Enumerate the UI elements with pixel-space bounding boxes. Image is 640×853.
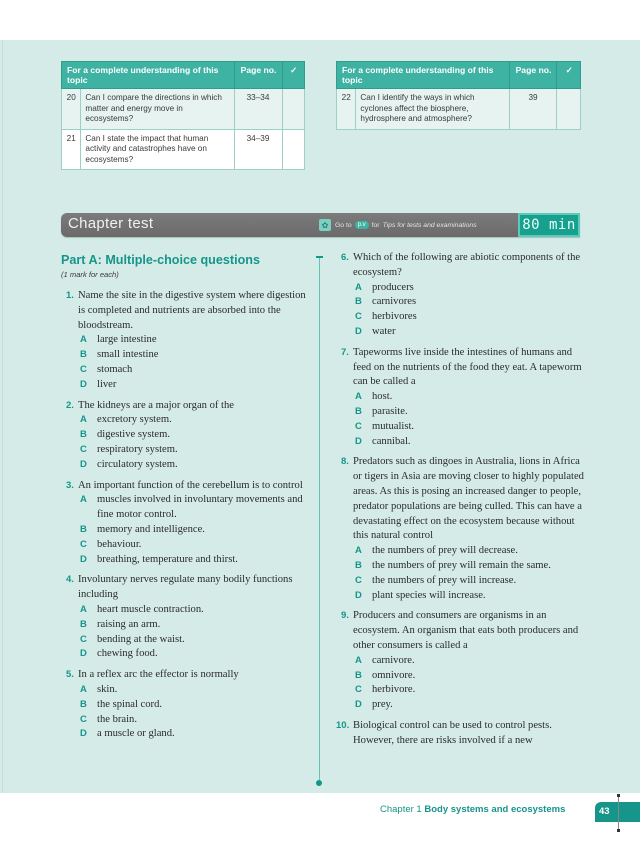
option-letter: A: [80, 494, 87, 506]
option-letter: C: [80, 363, 87, 375]
question-text: Predators such as dingoes in Australia, lions in Africa or tigers in Asia are moving closer to highly populated areas. As this is posing an increased danger to people, predator populations are being culled. This can have a devastating effect on the ecosystem because without this natural control: [353, 456, 584, 542]
answer-option-a[interactable]: [78, 493, 306, 523]
option-text: muscles involved in involuntary movements and fine motor control.: [97, 494, 303, 521]
question-number: 4.: [66, 574, 74, 586]
option-letter: D: [80, 378, 87, 390]
option-text: heart muscle contraction.: [97, 603, 204, 615]
option-text: bending at the waist.: [97, 633, 185, 645]
question-5: [61, 668, 306, 742]
question-3: [61, 479, 306, 568]
question-number: 1.: [66, 290, 74, 301]
row-page: 39: [509, 89, 557, 130]
option-letter: D: [355, 325, 362, 337]
option-letter: A: [355, 281, 362, 293]
footer-chapter-label: Chapter 1: [380, 804, 422, 815]
question-list-left: [61, 289, 306, 742]
row-question: Can I compare the directions in which matter and energy move in ecosystems?: [81, 89, 234, 130]
option-text: herbivores: [372, 311, 417, 323]
option-text: cannibal.: [372, 435, 411, 447]
option-letter: A: [80, 683, 87, 695]
answer-option-a[interactable]: [78, 333, 306, 348]
header-page: Page no.: [234, 62, 282, 89]
option-text: small intestine: [97, 349, 159, 361]
question-8: [336, 455, 586, 603]
option-letter: D: [355, 699, 362, 711]
option-text: circulatory system.: [97, 458, 178, 470]
option-text: stomach: [97, 363, 133, 375]
time-allowed: 80 min: [518, 213, 580, 237]
option-letter: C: [355, 574, 362, 586]
tips-prefix: Go to: [335, 221, 352, 229]
crop-dot: [617, 794, 620, 797]
answer-option-a[interactable]: [353, 544, 586, 559]
question-number: 3.: [66, 479, 74, 491]
question-text: In a reflex arc the effector is normally: [78, 669, 239, 681]
question-10: [336, 719, 586, 749]
question-text: Which of the following are abiotic components of the ecosystem?: [353, 252, 581, 278]
option-letter: C: [80, 713, 87, 725]
row-question: Can I state the impact that human activity and catastrophes have on ecosystems?: [81, 129, 234, 170]
question-number: 8.: [341, 456, 349, 468]
tips-title: Tips for tests and examinations: [382, 221, 477, 229]
answer-option-b[interactable]: [353, 295, 586, 310]
option-text: respiratory system.: [97, 443, 178, 455]
checklist-header: [62, 62, 305, 89]
tips-reference[interactable]: [319, 218, 477, 232]
question-number: 7.: [341, 346, 349, 358]
answer-option-d[interactable]: [353, 589, 586, 604]
row-number: 22: [337, 89, 356, 130]
answer-option-b[interactable]: [353, 669, 586, 684]
question-6: [336, 251, 586, 340]
chapter-test-banner: [61, 213, 580, 237]
header-topic: For a complete understanding of this topic: [62, 62, 235, 89]
option-letter: C: [355, 420, 362, 432]
option-letter: D: [80, 728, 87, 740]
option-letter: B: [355, 296, 362, 308]
question-1: [61, 289, 306, 393]
crop-dot: [617, 829, 620, 832]
option-letter: D: [355, 589, 362, 601]
answer-option-b[interactable]: [78, 348, 306, 363]
answer-option-d[interactable]: [78, 458, 306, 473]
option-letter: B: [355, 559, 362, 571]
footer-chapter: [380, 804, 565, 815]
option-letter: D: [355, 435, 362, 447]
row-tick-box[interactable]: [557, 89, 581, 130]
answer-option-b[interactable]: [353, 559, 586, 574]
option-letter: C: [80, 443, 87, 455]
footer-chapter-title: Body systems and ecosystems: [424, 804, 566, 815]
page-edge: [2, 40, 3, 793]
option-text: carnivore.: [372, 654, 415, 666]
option-letter: A: [355, 391, 362, 403]
option-text: omnivore.: [372, 669, 416, 681]
answer-option-b[interactable]: [78, 618, 306, 633]
question-number: 10.: [336, 719, 350, 731]
option-text: mutualist.: [372, 420, 415, 432]
answer-option-c[interactable]: [78, 633, 306, 648]
answer-option-a[interactable]: [78, 603, 306, 618]
answer-option-a[interactable]: [353, 390, 586, 405]
header-tick: ✓: [557, 62, 581, 89]
option-text: the numbers of prey will remain the same.: [372, 559, 551, 571]
option-text: skin.: [97, 683, 118, 695]
question-number: 6.: [341, 252, 349, 263]
question-9: [336, 609, 586, 713]
option-letter: A: [355, 654, 362, 666]
column-divider-dot: [316, 780, 322, 786]
question-7: [336, 346, 586, 450]
row-tick-box[interactable]: [282, 89, 304, 130]
question-2: [61, 399, 306, 473]
part-a-title: Part A: Multiple-choice questions: [61, 253, 260, 267]
question-text: The kidneys are a major organ of the: [78, 399, 235, 411]
option-letter: B: [80, 523, 87, 535]
option-text: excretory system.: [97, 414, 172, 426]
option-letter: B: [80, 698, 87, 710]
option-letter: C: [80, 633, 87, 645]
checklist-table-right: [336, 61, 581, 130]
answer-option-b[interactable]: [78, 698, 306, 713]
option-text: the brain.: [97, 713, 138, 725]
answer-option-d[interactable]: [78, 647, 306, 662]
row-number: 20: [62, 89, 81, 130]
option-letter: A: [80, 603, 87, 615]
answer-option-c[interactable]: [78, 538, 306, 553]
chapter-test-title: Chapter test: [68, 215, 154, 232]
option-letter: B: [355, 405, 362, 417]
option-text: chewing food.: [97, 648, 158, 660]
tips-page-pill[interactable]: p.v: [355, 221, 369, 229]
page-number: 43: [595, 802, 640, 822]
option-letter: D: [80, 458, 87, 470]
checklist-table-left: [61, 61, 305, 170]
option-text: water: [372, 325, 396, 337]
part-a-note: (1 mark for each): [61, 270, 119, 279]
option-letter: A: [355, 545, 362, 557]
checklist-row: [62, 89, 305, 130]
option-letter: C: [355, 311, 362, 323]
answer-option-c[interactable]: [353, 574, 586, 589]
option-text: carnivores: [372, 296, 417, 308]
tips-for: for: [371, 221, 380, 229]
question-text: Biological control can be used to control pests. However, there are risks involved if a new: [353, 719, 552, 746]
answer-option-b[interactable]: [78, 523, 306, 538]
checklist-row: [62, 129, 305, 170]
answer-option-c[interactable]: [78, 443, 306, 458]
header-topic: For a complete understanding of this topic: [337, 62, 510, 89]
option-text: raising an arm.: [97, 618, 161, 630]
option-letter: C: [80, 538, 87, 550]
option-letter: B: [80, 429, 87, 441]
question-number: 5.: [66, 669, 74, 681]
option-text: prey.: [372, 699, 393, 711]
option-text: memory and intelligence.: [97, 523, 205, 535]
answer-option-c[interactable]: [78, 713, 306, 728]
row-question: Can I identify the ways in which cyclones affect the biosphere, hydrosphere and atmosphere?: [356, 89, 509, 130]
option-text: a muscle or gland.: [97, 728, 175, 740]
answer-option-d[interactable]: [353, 435, 586, 450]
answer-option-d[interactable]: [353, 325, 586, 340]
answer-option-d[interactable]: [78, 553, 306, 568]
option-text: large intestine: [97, 334, 157, 346]
option-text: herbivore.: [372, 684, 416, 696]
option-letter: A: [80, 414, 87, 426]
question-text: An important function of the cerebellum is to control: [78, 479, 303, 491]
answer-option-a[interactable]: [78, 413, 306, 428]
question-text: Name the site in the digestive system where digestion is completed and nutrients are absorbed into the bloodstream.: [78, 290, 306, 331]
option-text: the numbers of prey will increase.: [372, 574, 517, 586]
atom-icon: ✿: [319, 219, 331, 231]
checklist-header: [337, 62, 581, 89]
row-page: 34–39: [234, 129, 282, 170]
row-tick-box[interactable]: [282, 129, 304, 170]
crop-mark: [618, 794, 619, 832]
option-letter: B: [80, 349, 87, 361]
option-letter: D: [80, 553, 87, 565]
answer-option-b[interactable]: [353, 405, 586, 420]
header-page: Page no.: [509, 62, 557, 89]
question-4: [61, 573, 306, 662]
row-number: 21: [62, 129, 81, 170]
option-text: liver: [97, 378, 117, 390]
column-divider: [319, 258, 320, 780]
question-list-right: [336, 251, 586, 749]
answer-option-d[interactable]: [353, 698, 586, 713]
answer-option-a[interactable]: [78, 683, 306, 698]
row-page: 33–34: [234, 89, 282, 130]
option-text: host.: [372, 391, 393, 403]
right-column: [336, 251, 586, 755]
option-letter: C: [355, 684, 362, 696]
answer-option-a[interactable]: [353, 654, 586, 669]
answer-option-d[interactable]: [78, 378, 306, 393]
option-text: behaviour.: [97, 538, 142, 550]
left-column: [61, 252, 306, 748]
option-text: producers: [372, 281, 414, 293]
answer-option-c[interactable]: [353, 420, 586, 435]
option-text: digestive system.: [97, 429, 170, 441]
answer-option-c[interactable]: [78, 363, 306, 378]
question-number: 9.: [341, 610, 349, 622]
question-text: Tapeworms live inside the intestines of humans and feed on the nutrients of the food they eat. A tapeworm can be called a: [353, 346, 582, 388]
answer-option-c[interactable]: [353, 310, 586, 325]
answer-option-d[interactable]: [78, 727, 306, 742]
answer-option-b[interactable]: [78, 428, 306, 443]
option-text: parasite.: [372, 405, 408, 417]
option-letter: A: [80, 334, 87, 346]
option-text: plant species will increase.: [372, 589, 486, 601]
option-text: the spinal cord.: [97, 698, 163, 710]
answer-option-c[interactable]: [353, 683, 586, 698]
option-letter: B: [80, 618, 87, 630]
option-letter: D: [80, 648, 87, 660]
option-letter: B: [355, 669, 362, 681]
question-number: 2.: [66, 399, 74, 411]
answer-option-a[interactable]: [353, 281, 586, 296]
question-text: Producers and consumers are organisms in an ecosystem. An organism that eats both producers and other consumers is called a: [353, 610, 579, 651]
question-text: Involuntary nerves regulate many bodily functions including: [78, 574, 293, 601]
option-text: the numbers of prey will decrease.: [372, 545, 518, 557]
header-tick: ✓: [282, 62, 304, 89]
checklist-row: [337, 89, 581, 130]
option-text: breathing, temperature and thirst.: [97, 553, 238, 565]
